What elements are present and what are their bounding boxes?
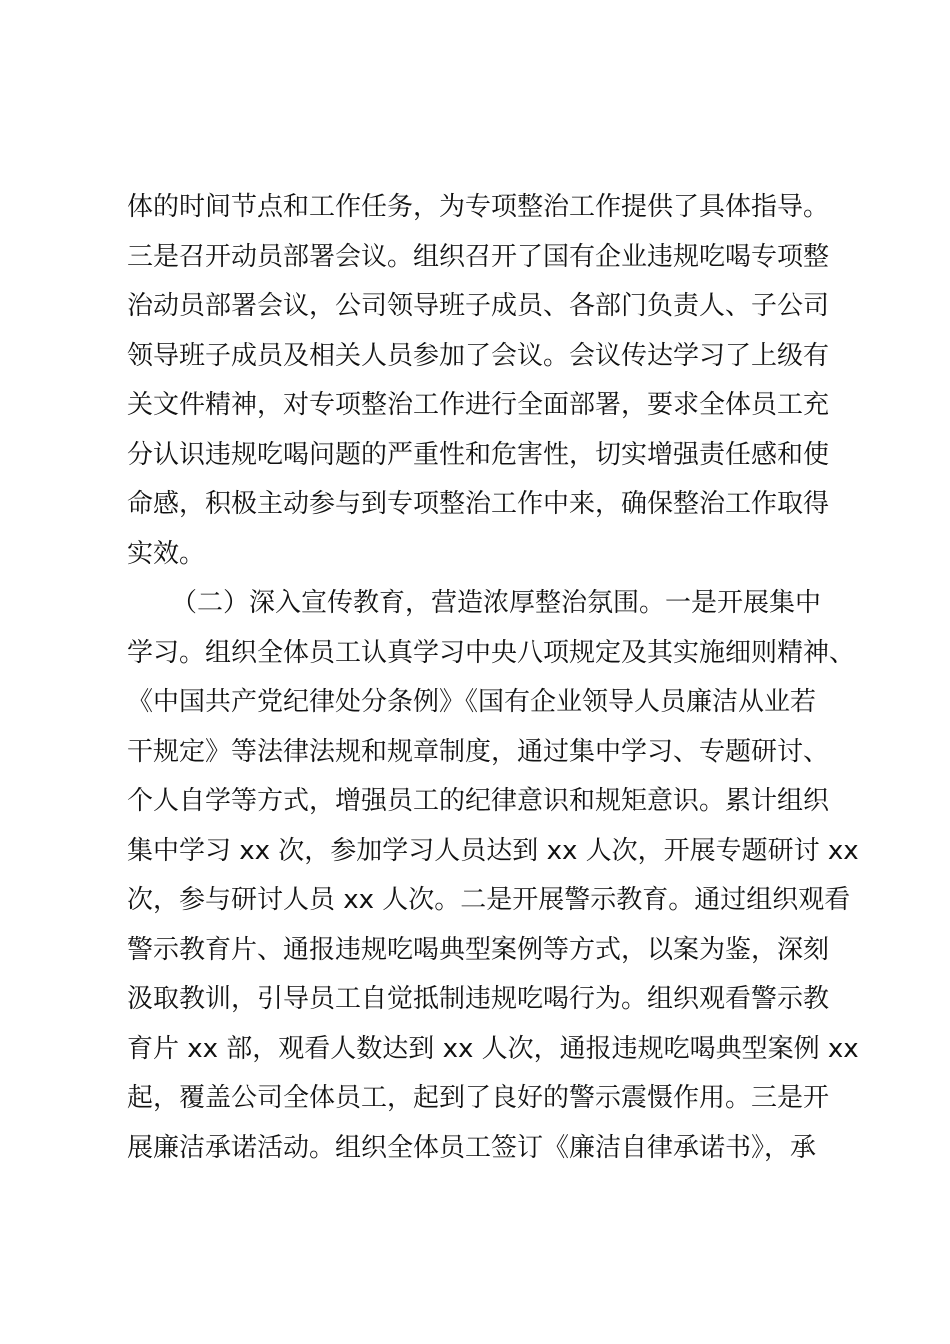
text-line: 分认识违规吃喝问题的严重性和危害性，切实增强责任感和使 <box>127 439 830 470</box>
text-line: 学习。组织全体员工认真学习中央八项规定及其实施细则精神、 <box>127 637 856 668</box>
text-line: 警示教育片、通报违规吃喝典型案例等方式，以案为鉴，深刻 <box>127 934 830 965</box>
text-line: 三是召开动员部署会议。组织召开了国有企业违规吃喝专项整 <box>127 241 830 272</box>
text-line: 治动员部署会议，公司领导班子成员、各部门负责人、子公司 <box>127 291 830 321</box>
text-line: 集中学习 xx 次，参加学习人员达到 xx 人次，开展专题研讨 xx <box>127 835 859 866</box>
text-line: 《中国共产党纪律处分条例》《国有企业领导人员廉洁从业若 <box>127 687 817 717</box>
text-line: 命感，积极主动参与到专项整治工作中来，确保整治工作取得 <box>127 489 830 519</box>
text-line: 关文件精神，对专项整治工作进行全面部署，要求全体员工充 <box>127 390 830 420</box>
text-line: 育片 xx 部，观看人数达到 xx 人次，通报违规吃喝典型案例 xx <box>127 1033 859 1064</box>
text-line: 汲取教训，引导员工自觉抵制违规吃喝行为。组织观看警示教 <box>127 984 830 1014</box>
text-line: 起，覆盖公司全体员工，起到了良好的警示震慑作用。三是开 <box>127 1083 830 1113</box>
text-line: 领导班子成员及相关人员参加了会议。会议传达学习了上级有 <box>127 340 830 371</box>
section-heading-line: （二）深入宣传教育，营造浓厚整治氛围。一是开展集中 <box>171 588 822 618</box>
text-line: 体的时间节点和工作任务，为专项整治工作提供了具体指导。 <box>127 192 830 222</box>
text-line: 展廉洁承诺活动。组织全体员工签订《廉洁自律承诺书》，承 <box>127 1132 817 1163</box>
body-text <box>127 183 859 1173</box>
text-line: 实效。 <box>127 538 206 569</box>
text-line: 干规定》等法律法规和规章制度，通过集中学习、专题研讨、 <box>127 736 830 767</box>
text-line: 个人自学等方式，增强员工的纪律意识和规矩意识。累计组织 <box>127 786 830 816</box>
text-line: 次，参与研讨人员 xx 人次。二是开展警示教育。通过组织观看 <box>127 885 851 915</box>
